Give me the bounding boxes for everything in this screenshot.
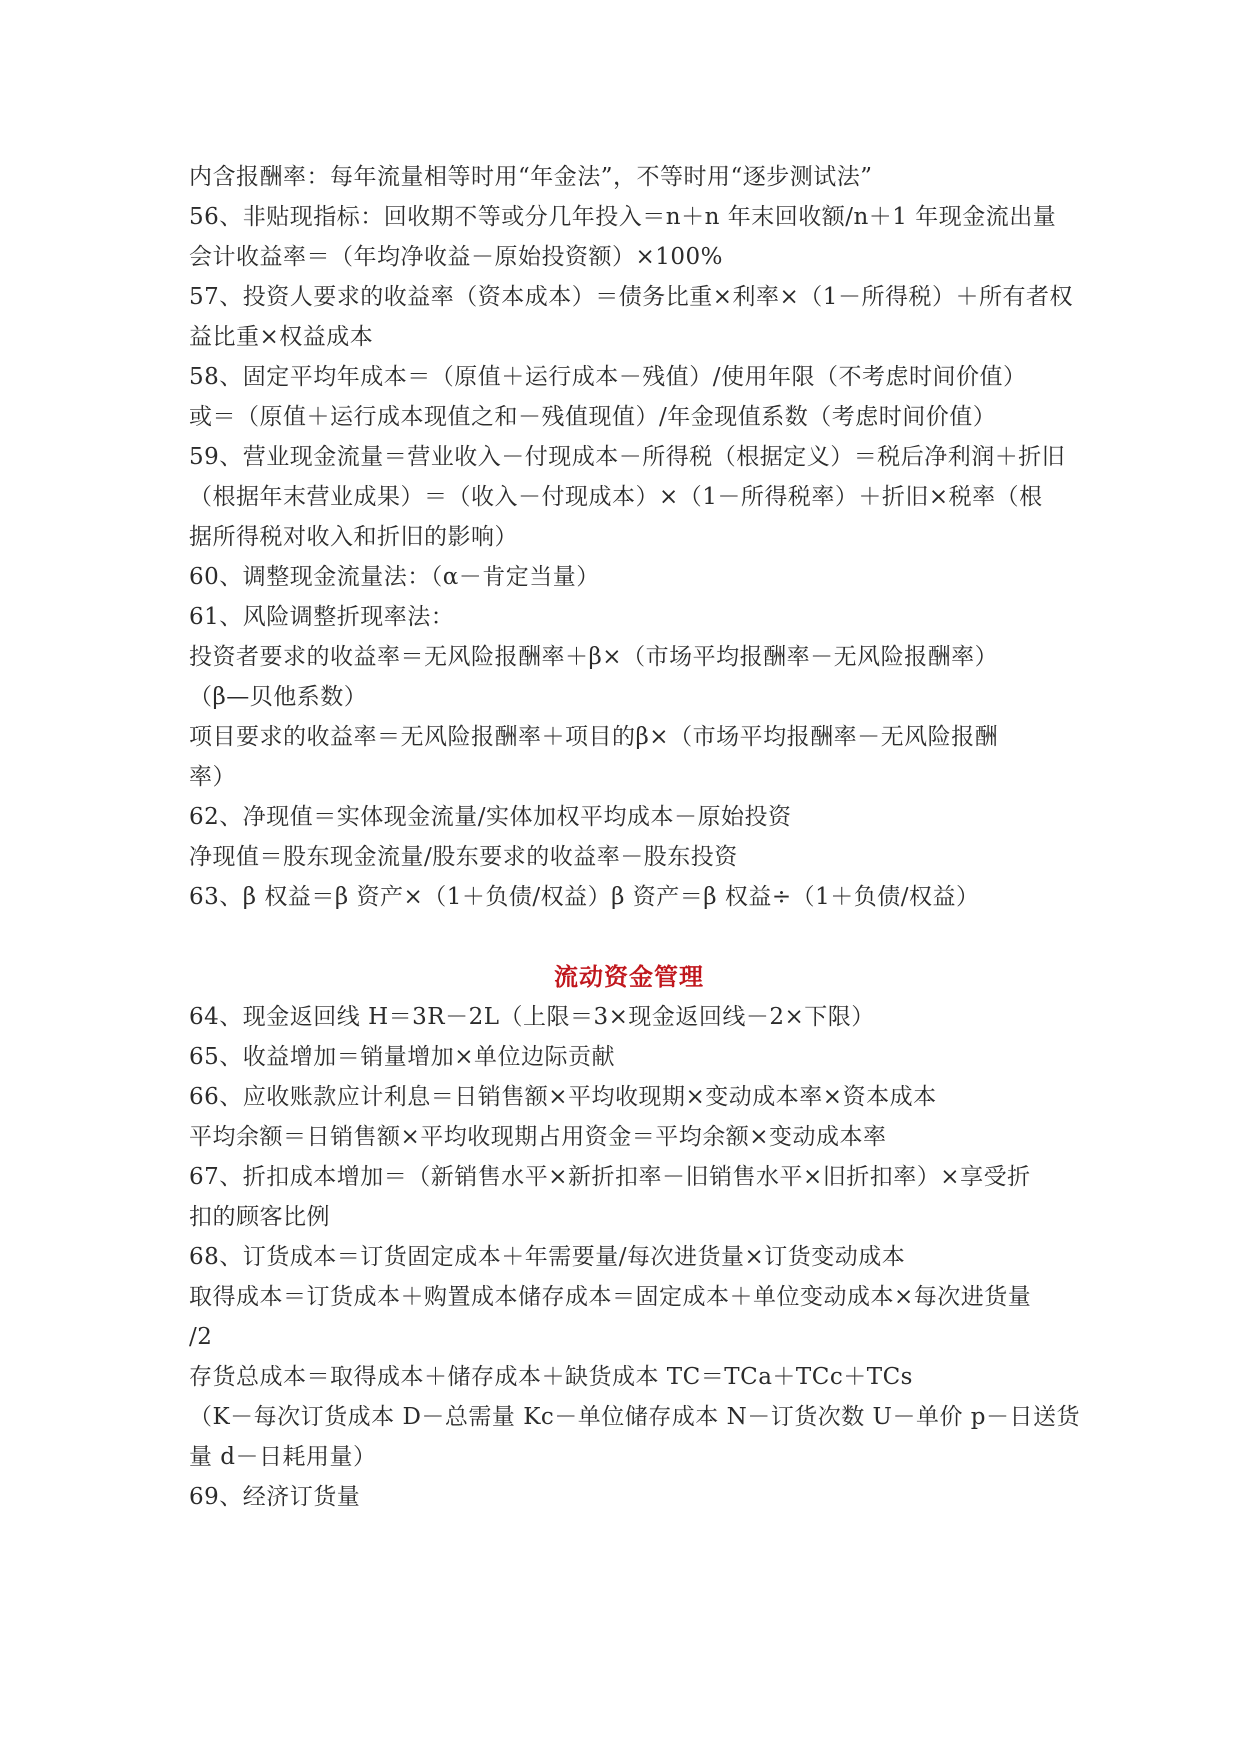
text-line: 扣的顾客比例 (189, 1204, 330, 1230)
part1-lines (189, 157, 1073, 917)
blank-line (189, 917, 1069, 957)
text-line: 益比重×权益成本 (189, 324, 374, 350)
text-line: 存货总成本＝取得成本＋储存成本＋缺货成本 TC＝TCa＋TCc＋TCs (189, 1364, 913, 1390)
text-line: 项目要求的收益率＝无风险报酬率＋项目的β×（市场平均报酬率－无风险报酬 (189, 724, 999, 750)
text-line: 取得成本＝订货成本＋购置成本储存成本＝固定成本＋单位变动成本×每次进货量 (189, 1284, 1032, 1310)
text-line: 率） (189, 764, 236, 790)
text-line: 64、现金返回线 H＝3R－2L（上限＝3×现金返回线－2×下限） (189, 1004, 875, 1030)
text-line: 量 d－日耗用量） (189, 1444, 377, 1470)
text-line: 投资者要求的收益率＝无风险报酬率＋β×（市场平均报酬率－无风险报酬率） (189, 644, 999, 670)
part2-lines (189, 997, 1080, 1517)
text-line: 内含报酬率：每年流量相等时用“年金法”，不等时用“逐步测试法” (189, 164, 873, 190)
text-line: 69、经济订货量 (189, 1484, 361, 1510)
section-title: 流动资金管理 (554, 963, 704, 991)
text-line: 68、订货成本＝订货固定成本＋年需要量/每次进货量×订货变动成本 (189, 1244, 906, 1270)
text-line: 57、投资人要求的收益率（资本成本）＝债务比重×利率×（1－所得税）＋所有者权 (189, 284, 1073, 310)
text-line: 会计收益率＝（年均净收益－原始投资额）×100% (189, 244, 724, 270)
document-body (189, 157, 1080, 1517)
text-line: 65、收益增加＝销量增加×单位边际贡献 (189, 1044, 616, 1070)
text-line: （K－每次订货成本 D－总需量 Kc－单位储存成本 N－订货次数 U－单价 p－日送货 (189, 1404, 1080, 1430)
text-line: /2 (189, 1324, 213, 1350)
text-line: （β—贝他系数） (189, 684, 368, 710)
text-line: 56、非贴现指标：回收期不等或分几年投入＝n＋n 年末回收额/n＋1 年现金流出量 (189, 204, 1057, 230)
text-line: 平均余额＝日销售额×平均收现期占用资金＝平均余额×变动成本率 (189, 1124, 887, 1150)
text-line: 66、应收账款应计利息＝日销售额×平均收现期×变动成本率×资本成本 (189, 1084, 937, 1110)
text-line: 净现值＝股东现金流量/股东要求的收益率－股东投资 (189, 844, 738, 870)
text-line: （根据年末营业成果）＝（收入－付现成本）×（1－所得税率）＋折旧×税率（根 (189, 484, 1043, 510)
text-line: 58、固定平均年成本＝（原值＋运行成本－残值）/使用年限（不考虑时间价值） (189, 364, 1027, 390)
text-line: 62、净现值＝实体现金流量/实体加权平均成本－原始投资 (189, 804, 792, 830)
text-line: 或＝（原值＋运行成本现值之和－残值现值）/年金现值系数（考虑时间价值） (189, 404, 997, 430)
text-line: 63、β 权益＝β 资产×（1＋负债/权益）β 资产＝β 权益÷（1＋负债/权益） (189, 884, 980, 910)
text-line: 据所得税对收入和折旧的影响） (189, 524, 518, 550)
text-line: 61、风险调整折现率法： (189, 604, 455, 630)
text-line: 60、调整现金流量法：（α－肯定当量） (189, 564, 600, 590)
text-line: 67、折扣成本增加＝（新销售水平×新折扣率－旧销售水平×旧折扣率）×享受折 (189, 1164, 1031, 1190)
text-line: 59、营业现金流量＝营业收入－付现成本－所得税（根据定义）＝税后净利润＋折旧 (189, 444, 1066, 470)
